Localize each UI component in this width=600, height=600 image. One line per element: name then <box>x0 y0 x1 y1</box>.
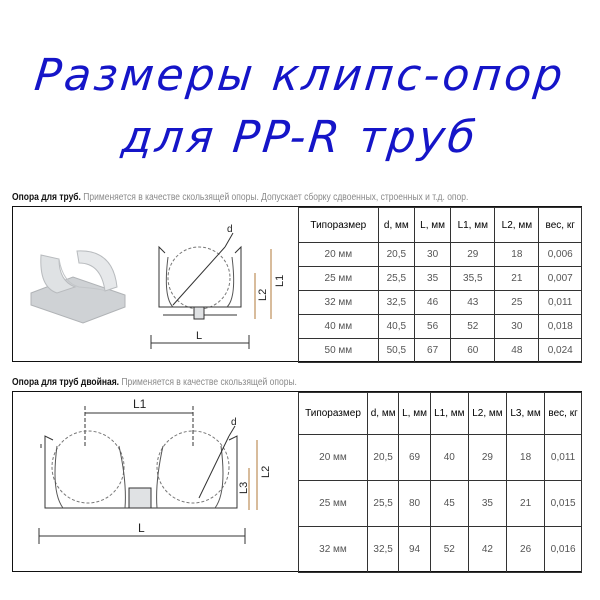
table-cell: 20,5 <box>378 243 414 267</box>
table-cell: 46 <box>414 291 450 315</box>
table-cell: 35 <box>414 267 450 291</box>
table-cell: 43 <box>451 291 495 315</box>
double-clip-table <box>298 392 582 573</box>
table-cell: 0,011 <box>539 291 582 315</box>
table-cell: 26 <box>507 527 545 573</box>
double-clip-technical-drawing <box>39 406 257 544</box>
table-cell: 21 <box>507 481 545 527</box>
col-header: вес, кг <box>545 393 582 435</box>
double-clip-drawing <box>13 392 298 571</box>
table-cell: 50 мм <box>299 339 379 363</box>
table-cell: 0,011 <box>545 435 582 481</box>
table-cell: 40 <box>430 435 468 481</box>
table-cell: 56 <box>414 315 450 339</box>
col-header: L3, мм <box>507 393 545 435</box>
table-cell: 25 <box>495 291 539 315</box>
clip-photo <box>31 251 125 323</box>
table-cell: 67 <box>414 339 450 363</box>
table-cell: 69 <box>399 435 430 481</box>
col-header: L1, мм <box>430 393 468 435</box>
section2-caption-text: Применяется в качестве скользящей опоры. <box>121 377 297 388</box>
table-header-row <box>299 208 582 243</box>
table-cell: 60 <box>451 339 495 363</box>
col-header: L, мм <box>414 208 450 243</box>
table-cell: 18 <box>507 435 545 481</box>
section1-caption-text: Применяется в качестве скользящей опоры. Допускает сборку сдвоенных, строенных и т.д. опор. <box>83 192 469 203</box>
table-cell: 35 <box>468 481 506 527</box>
section2-caption <box>12 377 297 388</box>
table-cell: 45 <box>430 481 468 527</box>
single-clip-drawing <box>13 207 298 361</box>
table-cell: 30 <box>495 315 539 339</box>
section1-caption-title: Опора для труб. <box>12 192 81 203</box>
table-cell: 21 <box>495 267 539 291</box>
table-cell: 50,5 <box>378 339 414 363</box>
table-row <box>299 435 582 481</box>
table-cell: 20 мм <box>299 435 368 481</box>
col-header: L2, мм <box>495 208 539 243</box>
single-clip-panel <box>12 206 582 362</box>
table-cell: 25,5 <box>378 267 414 291</box>
table-cell: 32 мм <box>299 527 368 573</box>
table-row <box>299 243 582 267</box>
dim-L1-label: L1 <box>274 274 286 287</box>
table-cell: 52 <box>430 527 468 573</box>
table-cell: 0,015 <box>545 481 582 527</box>
table-cell: 0,007 <box>539 267 582 291</box>
dim-d-label: d <box>231 417 237 428</box>
dim-L1-label: L1 <box>133 397 147 411</box>
table-cell: 20,5 <box>367 435 398 481</box>
table-cell: 32,5 <box>367 527 398 573</box>
table-cell: 40 мм <box>299 315 379 339</box>
col-header: d, мм <box>367 393 398 435</box>
clip-technical-drawing <box>151 233 271 349</box>
table-row <box>299 481 582 527</box>
table-cell: 42 <box>468 527 506 573</box>
dim-L3-label: L3 <box>238 481 250 494</box>
table-cell: 25,5 <box>367 481 398 527</box>
col-header: вес, кг <box>539 208 582 243</box>
table-row <box>299 339 582 363</box>
title-line-1: Размеры клипс-опор <box>32 50 568 101</box>
table-row <box>299 315 582 339</box>
table-cell: 32,5 <box>378 291 414 315</box>
table-cell: 29 <box>468 435 506 481</box>
table-cell: 48 <box>495 339 539 363</box>
table-cell: 30 <box>414 243 450 267</box>
table-cell: 35,5 <box>451 267 495 291</box>
col-header: L2, мм <box>468 393 506 435</box>
table-cell: 32 мм <box>299 291 379 315</box>
table-cell: 80 <box>399 481 430 527</box>
section1-caption <box>12 192 468 203</box>
table-cell: 29 <box>451 243 495 267</box>
table-cell: 20 мм <box>299 243 379 267</box>
table-cell: 0,024 <box>539 339 582 363</box>
table-cell: 40,5 <box>378 315 414 339</box>
table-row <box>299 267 582 291</box>
dim-L-label: L <box>138 521 145 535</box>
section2-caption-title: Опора для труб двойная. <box>12 377 120 388</box>
col-header: d, мм <box>378 208 414 243</box>
table-row <box>299 527 582 573</box>
dim-L2-label: L2 <box>260 465 272 478</box>
table-header-row <box>299 393 582 435</box>
col-header: L, мм <box>399 393 430 435</box>
col-header: Типоразмер <box>299 208 379 243</box>
table-cell: 0,016 <box>545 527 582 573</box>
col-header: L1, мм <box>451 208 495 243</box>
dim-d-label: d <box>227 224 233 235</box>
single-clip-table <box>298 207 582 363</box>
table-cell: 94 <box>399 527 430 573</box>
table-cell: 0,006 <box>539 243 582 267</box>
table-cell: 52 <box>451 315 495 339</box>
table-cell: 25 мм <box>299 481 368 527</box>
table-row <box>299 291 582 315</box>
table-cell: 25 мм <box>299 267 379 291</box>
double-clip-panel <box>12 391 582 572</box>
table-cell: 18 <box>495 243 539 267</box>
dim-L-label: L <box>196 330 203 342</box>
col-header: Типоразмер <box>299 393 368 435</box>
title-line-2: для PP-R труб <box>119 112 481 163</box>
table-cell: 0,018 <box>539 315 582 339</box>
dim-L2-label: L2 <box>257 288 269 301</box>
